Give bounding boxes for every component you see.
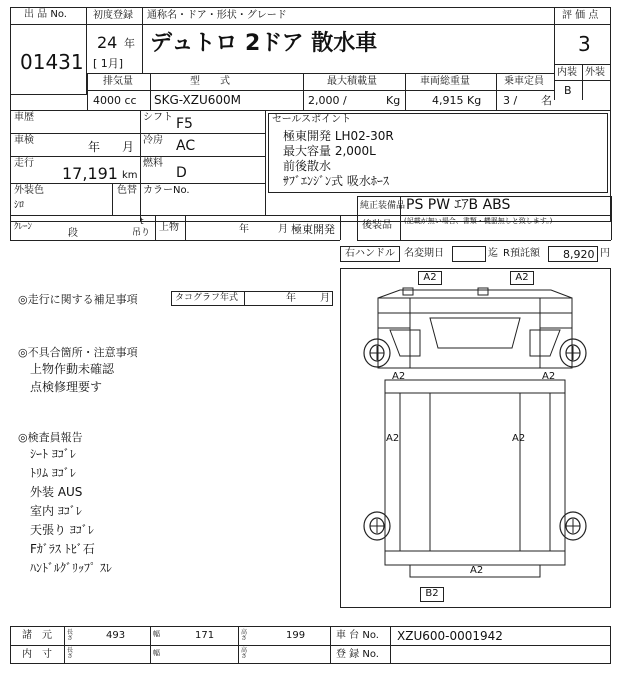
- interior-grade-label: 内装: [557, 67, 577, 78]
- score-value: 3: [578, 32, 591, 56]
- divider: [10, 110, 611, 111]
- lot-label: 出 品 No.: [24, 9, 67, 20]
- aftermarket-label: 後装品: [362, 220, 392, 231]
- capacity-sep: 名: [541, 94, 552, 107]
- divider: [87, 73, 88, 110]
- yen-unit: 円: [600, 248, 610, 259]
- width-label: 幅: [153, 630, 160, 638]
- divider: [10, 24, 87, 25]
- tacho-year: 年: [286, 293, 296, 304]
- body-maker: 極東開発: [291, 223, 335, 236]
- divider: [10, 645, 611, 646]
- inspection-year: 年: [88, 140, 101, 154]
- registration-label: 登 録 No.: [336, 649, 379, 660]
- divider: [357, 196, 358, 240]
- inspector-line: 外装 AUS: [30, 485, 83, 499]
- gross-weight-label: 車両総重量: [420, 76, 470, 87]
- inspector-line: ﾊﾝﾄﾞﾙｸﾞﾘｯﾌﾟ ｽﾚ: [30, 561, 112, 575]
- recycle-amount: 8,920: [563, 248, 595, 261]
- damage-mark: A2: [418, 271, 442, 285]
- name-change-suffix: 迄: [488, 248, 498, 259]
- divider: [554, 7, 555, 100]
- divider: [64, 626, 65, 664]
- divider: [390, 626, 391, 664]
- divider: [112, 183, 113, 215]
- divider: [611, 196, 612, 240]
- divider: [10, 215, 11, 240]
- displacement-label: 排気量: [103, 76, 133, 87]
- divider: [554, 80, 611, 81]
- max-load: 2,000 /: [308, 94, 347, 107]
- car-name: デュトロ 2ドア 散水車: [150, 31, 378, 56]
- defect-title: ◎不具合箇所・注意事項: [18, 346, 138, 359]
- divider: [87, 73, 554, 74]
- defect-line: 上物作動未確認: [30, 362, 115, 376]
- in-length-label: 長さ: [67, 647, 74, 660]
- divider: [150, 626, 151, 664]
- mileage-value: 17,191: [62, 164, 118, 183]
- divider: [10, 133, 265, 134]
- color-label: 外装色: [14, 185, 44, 196]
- displacement: 4000 cc: [93, 94, 137, 107]
- crane-tonnage-unit: t: [140, 217, 144, 227]
- divider: [10, 215, 611, 216]
- history-label: 車歴: [14, 112, 34, 123]
- interior-dims-label: 内 寸: [22, 649, 52, 660]
- divider: [244, 291, 245, 306]
- inspector-title: ◎検査員報告: [18, 431, 83, 444]
- damage-mark: A2: [386, 433, 400, 444]
- model-code: SKG-XZU600M: [154, 93, 241, 107]
- height-value: 199: [286, 630, 306, 641]
- name-change-label: 名変期日: [404, 248, 444, 259]
- inspection-month: 月: [122, 140, 135, 154]
- sales-point-line: 最大容量 2,000L: [283, 144, 376, 158]
- divider: [496, 73, 497, 110]
- damage-mark: B2: [420, 587, 444, 602]
- fuel-value: D: [176, 165, 187, 181]
- divider: [582, 64, 583, 100]
- gross-weight: 4,915 Kg: [432, 94, 482, 107]
- name-change-date-box: [452, 246, 486, 262]
- crane-stage-label: 段: [68, 228, 78, 239]
- divider: [303, 73, 304, 110]
- sales-point-line: 極東開発 LH02-30R: [283, 129, 394, 143]
- damage-mark: A2: [542, 371, 556, 382]
- color-code-label: カラーNo.: [143, 185, 190, 196]
- capacity-label: 乗車定員: [504, 76, 544, 87]
- divider: [142, 7, 143, 73]
- genuine-equipment-items: PS PW ｴｱB ABS: [406, 197, 511, 213]
- inspector-line: 室内 ﾖｺﾞﾚ: [30, 504, 82, 518]
- ac-label: 冷房: [143, 135, 163, 146]
- handle-value: 右ハンドル: [345, 248, 395, 259]
- divider: [10, 156, 265, 157]
- model-code-label: 型 式: [190, 76, 230, 87]
- body-year: 年: [239, 224, 249, 235]
- height-label: 高さ: [241, 629, 248, 642]
- genuine-equipment-label: 純正装備品: [360, 201, 406, 211]
- damage-mark: A2: [392, 371, 406, 382]
- tacho-label: タコグラフ年式: [175, 293, 239, 303]
- damage-mark: A2: [512, 433, 526, 444]
- first-reg-year: 24: [97, 33, 118, 52]
- length-value: 493: [106, 630, 126, 641]
- exterior-grade-label: 外装: [585, 67, 605, 78]
- max-load-unit: Kg: [386, 94, 401, 107]
- capacity: 3 /: [503, 94, 518, 107]
- sales-points-title: セールスポイント: [272, 114, 352, 125]
- dims-label: 諸 元: [22, 630, 52, 641]
- color-swap-label: 色替: [117, 185, 137, 196]
- divider: [10, 240, 340, 241]
- score-label: 評 価 点: [562, 10, 599, 21]
- crane-lift-label: 吊り: [132, 228, 151, 238]
- divider: [150, 73, 151, 110]
- color-value: ｼﾛ: [14, 200, 24, 211]
- recycle-label: R預託額: [503, 248, 540, 259]
- body-month: 月: [278, 224, 288, 235]
- inspector-line: 天張り ﾖｺﾞﾚ: [30, 523, 94, 537]
- chassis-value: XZU600-0001942: [397, 629, 503, 643]
- inspection-label: 車検: [14, 135, 34, 146]
- divider: [140, 110, 141, 222]
- tacho-month: 月: [320, 293, 330, 304]
- ac-value: AC: [176, 138, 196, 154]
- sales-point-line: ｻﾌﾞｴﾝｼﾞﾝ式 吸水ﾎｰｽ: [283, 174, 389, 188]
- inspector-line: Fｶﾞﾗｽ ﾄﾋﾞ石: [30, 542, 95, 556]
- body-label: 上物: [159, 222, 179, 233]
- sales-point-line: 前後散水: [283, 159, 332, 173]
- divider: [155, 215, 156, 240]
- damage-mark: A2: [470, 565, 484, 576]
- lot-number: 01431: [20, 50, 84, 74]
- divider: [238, 626, 239, 664]
- width-value: 171: [195, 630, 215, 641]
- divider: [87, 24, 554, 25]
- divider: [10, 183, 265, 184]
- driving-notes-title: ◎走行に関する補足事項: [18, 293, 138, 306]
- inspector-line: ｼｰﾄ ﾖｺﾞﾚ: [30, 447, 76, 461]
- fuel-label: 燃料: [143, 158, 163, 169]
- model-label: 通称名・ドア・形状・グレード: [147, 10, 287, 21]
- interior-grade: B: [564, 84, 572, 97]
- truck-diagram: [340, 268, 611, 608]
- in-width-label: 幅: [153, 649, 160, 657]
- first-reg-label: 初度登録: [93, 10, 133, 21]
- first-reg-month: [ 1月]: [93, 57, 124, 70]
- divider: [554, 24, 611, 25]
- length-label: 長さ: [67, 629, 74, 642]
- divider: [330, 626, 331, 664]
- divider: [357, 240, 611, 241]
- mileage-label: 走行: [14, 158, 34, 169]
- inspector-line: ﾄﾘﾑ ﾖｺﾞﾚ: [30, 466, 76, 480]
- divider: [340, 215, 341, 240]
- divider: [185, 215, 186, 240]
- divider: [265, 110, 266, 215]
- damage-mark: A2: [510, 271, 534, 285]
- chassis-label: 車 台 No.: [336, 630, 379, 641]
- mileage-unit: km: [122, 170, 138, 181]
- shift-label: シフト: [143, 112, 173, 123]
- in-height-label: 高さ: [241, 647, 248, 660]
- defect-line: 点検修理要す: [30, 380, 103, 394]
- first-reg-year-unit: 年: [124, 37, 135, 50]
- divider: [87, 90, 554, 91]
- divider: [405, 73, 406, 110]
- max-load-label: 最大積載量: [327, 76, 377, 87]
- aftermarket-note: (記載が無い場合、書類・機器無しと致します。): [404, 217, 553, 225]
- shift-value: F5: [176, 116, 193, 132]
- crane-label: ｸﾚｰﾝ: [14, 222, 33, 232]
